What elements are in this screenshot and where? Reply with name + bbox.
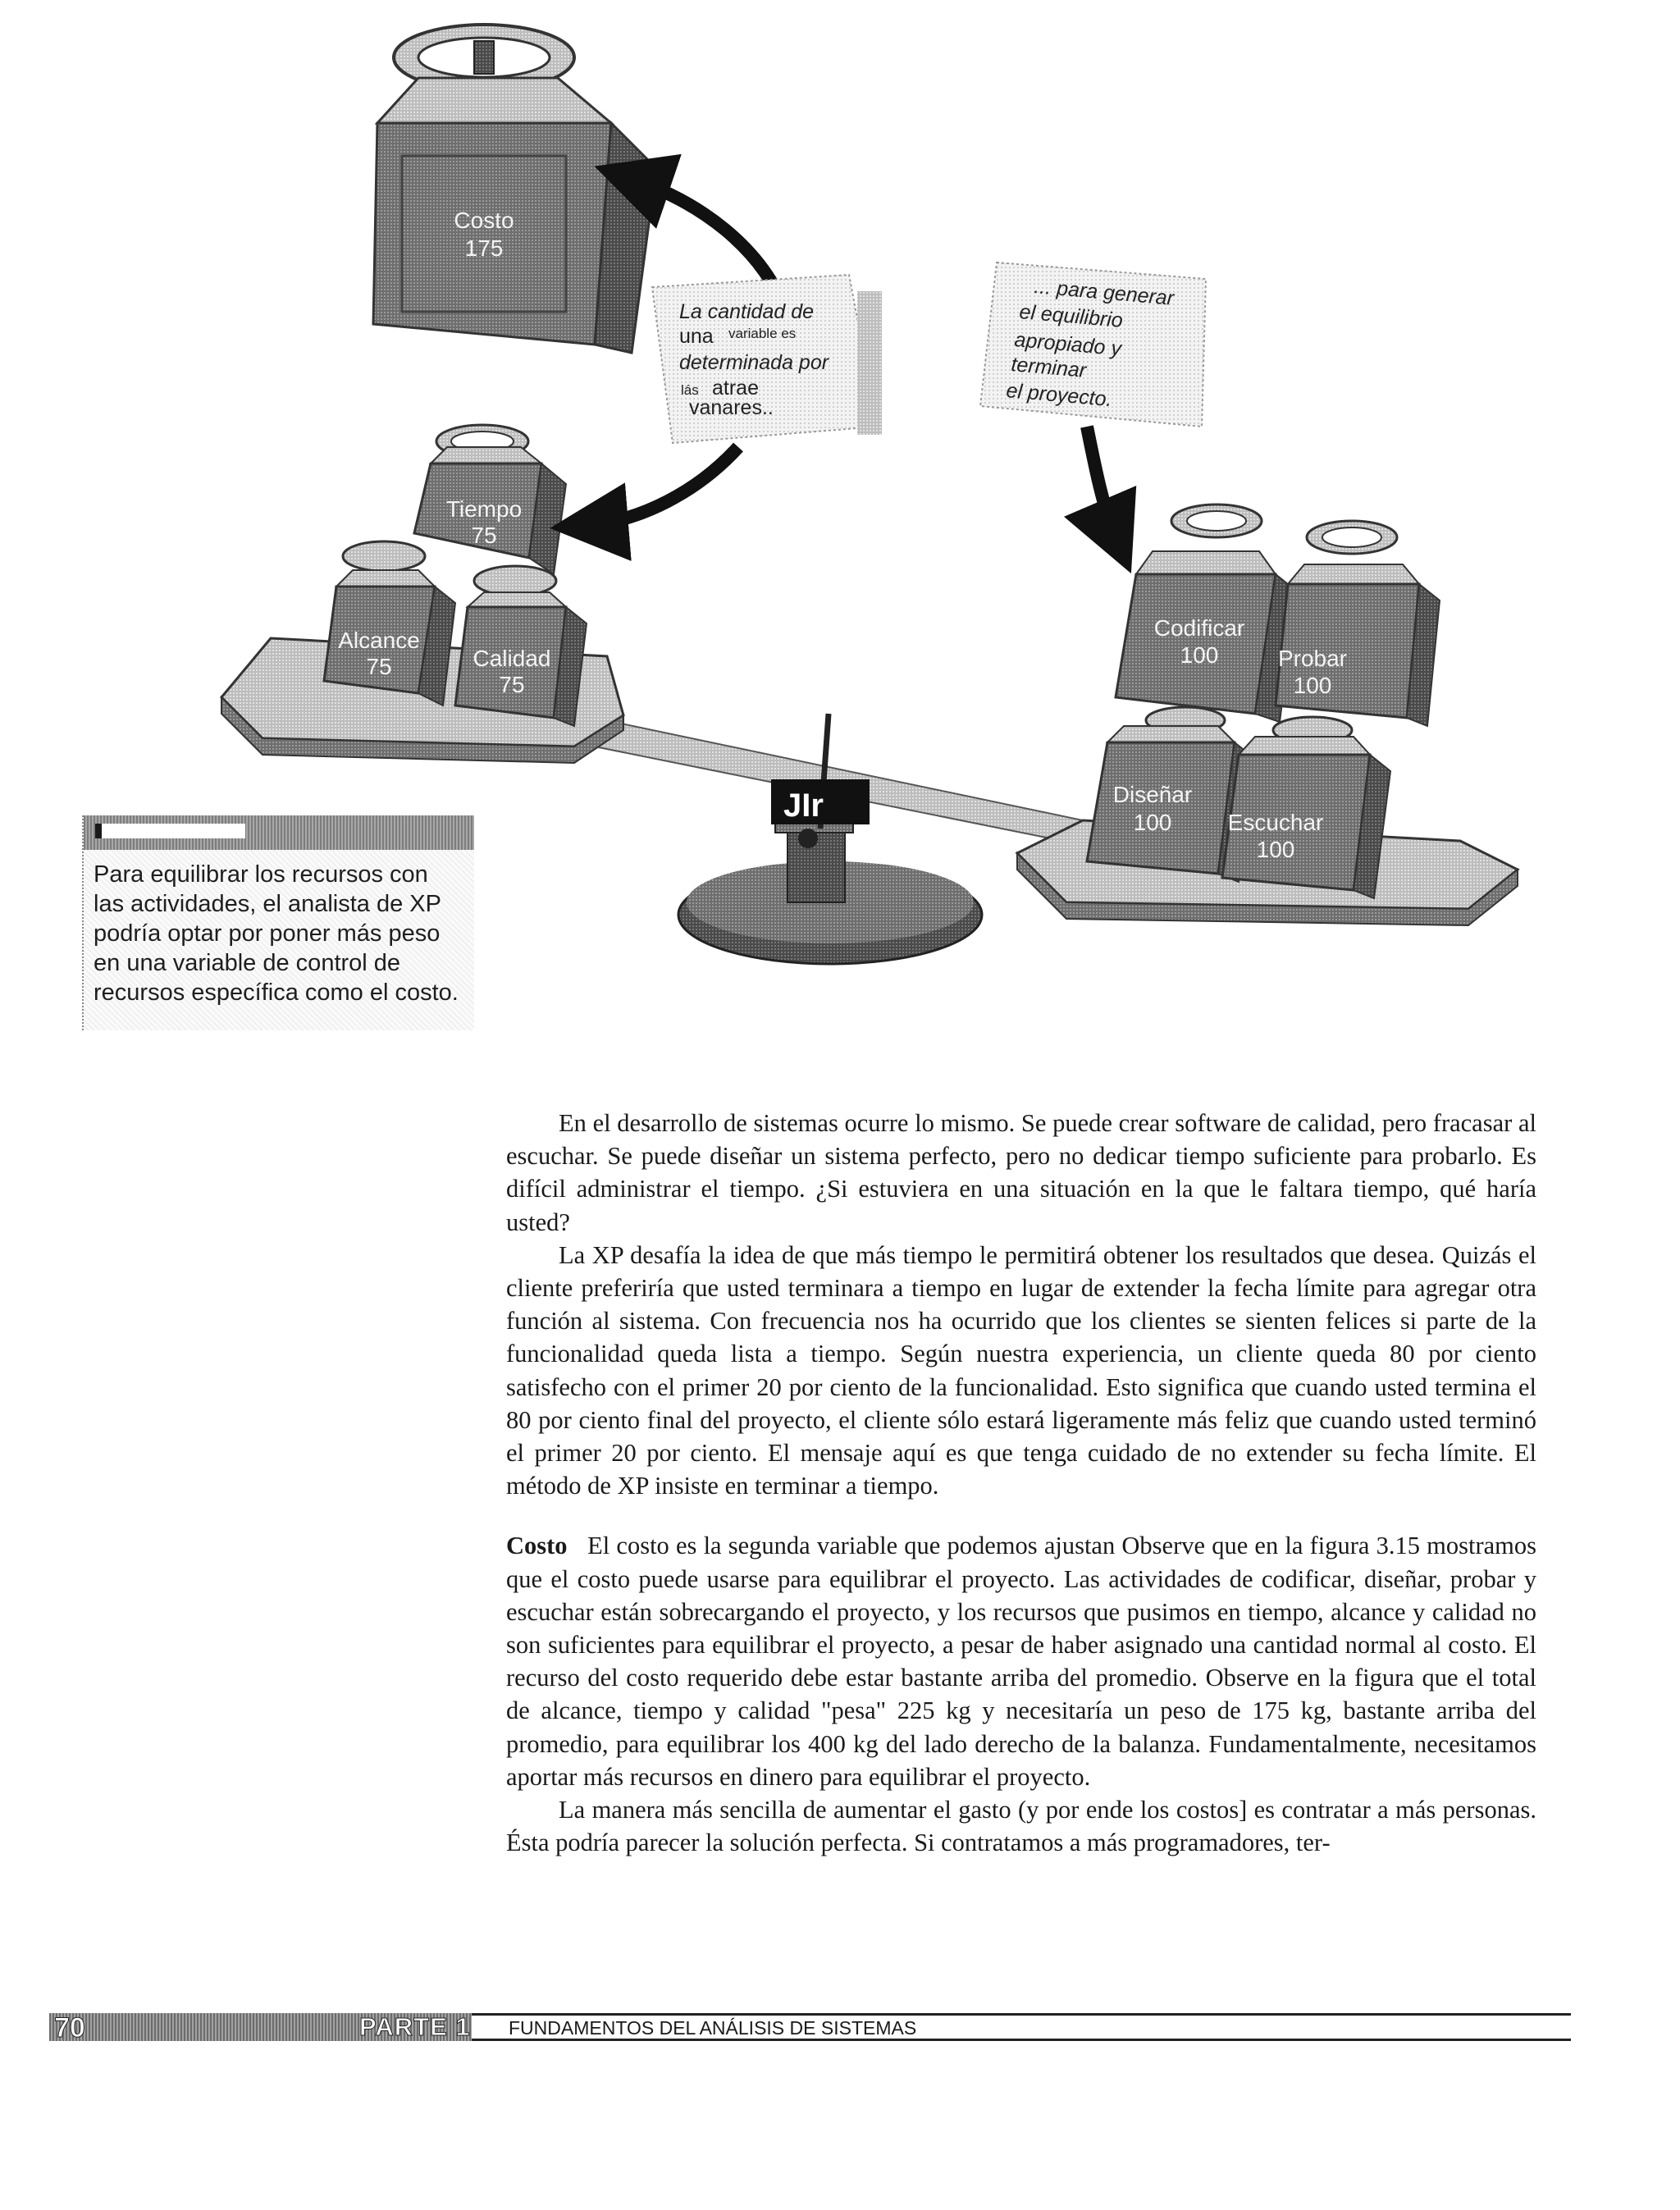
- weight-probar-value: 100: [1293, 673, 1332, 698]
- running-title: FUNDAMENTOS DEL ANÁLISIS DE SISTEMAS: [509, 2017, 917, 2039]
- weight-escuchar-value: 100: [1256, 837, 1295, 862]
- note-card-left: [652, 275, 882, 443]
- weight-calidad: [455, 566, 587, 726]
- caption-text: Para equilibrar los recursos con las actividades, el analista de XP podría optar por poner más peso en una variable de control de recursos específica como el costo.: [94, 861, 459, 1006]
- part-label: PARTE 1: [359, 2012, 471, 2041]
- arrow-to-tiempo: [589, 447, 738, 525]
- weight-costo-label: Costo: [454, 208, 514, 233]
- figure-caption: [82, 815, 474, 1030]
- weight-codificar-value: 100: [1180, 642, 1219, 668]
- note-left-line5: vanares..: [689, 396, 774, 419]
- paragraph-1: En el desarrollo de sistemas ocurre lo mismo. Se puede crear software de calidad, pero fracasar al escuchar. Se puede diseñar un sistema perfecto, pero no dedicar tiempo suficiente para probarlo. Es difícil administrar el tiempo. ¿Si estuviera en una situación en la que le faltara tiempo, qué haría usted?: [506, 1109, 1536, 1236]
- pivot-label: JIr: [783, 788, 824, 824]
- weight-alcance-value: 75: [366, 654, 392, 679]
- paragraph-4: La manera más sencilla de aumentar el gasto (y por ende los costos] es contratar a más personas. Ésta podría parecer la solución perfecta. Si contratamos a más programadores, ter-: [506, 1796, 1536, 1857]
- note-right-line5: el proyecto.: [1005, 379, 1113, 412]
- weight-escuchar: [1222, 717, 1390, 898]
- page-footer: [49, 2013, 1571, 2041]
- note-left-line2a: una: [679, 325, 714, 348]
- scale-stand: [678, 808, 982, 964]
- note-right-line3: apropiado y: [1013, 328, 1123, 361]
- note-right-line2: el equilibrio: [1018, 300, 1124, 332]
- note-card-right: [980, 263, 1206, 427]
- weight-disenar-label: Diseñar: [1112, 782, 1193, 807]
- caption-header-mark: [95, 824, 245, 838]
- weight-probar-label: Probar: [1277, 646, 1348, 671]
- paragraph-2: La XP desafía la idea de que más tiempo le permitirá obtener los resultados que desea. Quizás el cliente preferiría que usted terminara a tiempo en lugar de extender la fecha límite para agregar otra función al sistema. Con frecuencia nos ha ocurrido que los clientes se sienten felices si parte de la funcionalidad queda lista a tiempo. Según nuestra experiencia, un cliente queda 80 por ciento satisfecho con el primer 20 por ciento de la funcionalidad. Esto significa que cuando usted termina el 80 por ciento final del proyecto, el cliente sólo estará ligeramente más feliz que cuando usted terminó el primer 20 por ciento. El mensaje aquí es que tenga cuidado de no extender su fecha límite. El método de XP insiste en terminar a tiempo.: [506, 1240, 1536, 1500]
- note-left-line2b: variable es: [728, 326, 797, 341]
- weight-disenar-value: 100: [1133, 810, 1172, 835]
- body-text: [506, 1107, 1536, 1859]
- weight-tiempo-label: Tiempo: [445, 496, 523, 522]
- weight-costo-value: 175: [464, 235, 504, 261]
- weight-costo: [373, 25, 656, 353]
- weight-probar: [1276, 521, 1440, 726]
- caption-header-bar: [84, 815, 474, 850]
- note-left-line4a: lás: [681, 382, 699, 398]
- weight-tiempo: [414, 425, 566, 574]
- section-heading-costo: Costo: [506, 1532, 568, 1560]
- paragraph-3-text: El costo es la segunda variable que podemos ajustan Observe que en la figura 3.15 mostramos que el costo puede usarse para equilibrar el proyecto. Las actividades de codificar, diseñar, probar y escuchar están sobrecargando el proyecto, y los recursos que pusimos en tiempo, alcance y calidad no son suficientes para equilibrar el proyecto, a pesar de haber asignado una cantidad normal al costo. El recurso del costo requerido debe estar bastante arriba del promedio. Observe en la figura que el total de alcance, tiempo y calidad "pesa" 225 kg y necesitaría un peso de 175 kg, bastante arriba del promedio, para equilibrar los 400 kg del lado derecho de la balanza. Fundamentalmente, necesitamos aportar más recursos en dinero para equilibrar el proyecto.: [506, 1532, 1537, 1791]
- page-number: 70: [54, 2012, 85, 2043]
- note-left-line3: determinada por: [679, 351, 829, 374]
- weight-codificar: [1116, 505, 1296, 722]
- note-right-line4: terminar: [1010, 353, 1088, 382]
- weight-alcance: [324, 541, 455, 705]
- arrow-to-codificar: [1087, 427, 1116, 537]
- weight-tiempo-value: 75: [471, 523, 497, 548]
- paragraph-3: [506, 1529, 1536, 1793]
- weight-escuchar-label: Escuchar: [1227, 810, 1324, 835]
- weight-calidad-label: Calidad: [472, 646, 551, 671]
- weight-alcance-label: Alcance: [338, 628, 420, 653]
- weight-calidad-value: 75: [499, 672, 525, 697]
- weight-codificar-label: Codificar: [1153, 615, 1245, 641]
- note-right-line1: ... para generar: [1033, 275, 1176, 310]
- footer-rule-top: [472, 2013, 1571, 2016]
- note-left-line4b: atrae: [712, 377, 759, 400]
- note-left-line1: La cantidad de: [679, 300, 815, 323]
